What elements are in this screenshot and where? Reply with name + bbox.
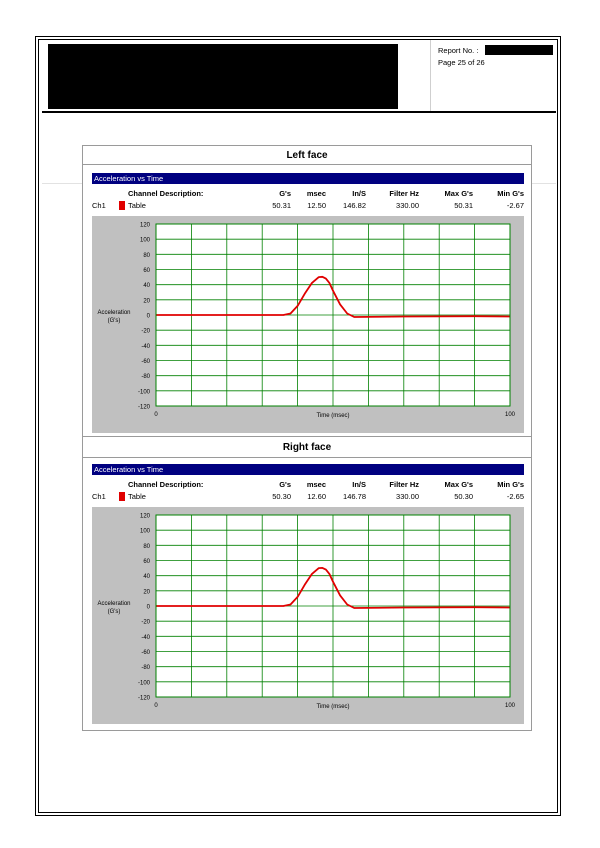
value-gs: 50.31 — [272, 201, 291, 210]
y-tick-label: -120 — [137, 404, 150, 411]
y-tick-label: 80 — [143, 543, 150, 550]
col-msec: msec — [306, 189, 326, 198]
col-max-gs: Max G's — [444, 189, 473, 198]
y-tick-label: -80 — [141, 374, 150, 381]
y-tick-label: 60 — [143, 559, 150, 565]
value-min-gs: -2.67 — [506, 201, 524, 210]
figure-box — [82, 145, 532, 731]
col-ins: In/S — [352, 480, 366, 489]
acceleration-chart-right — [92, 507, 524, 724]
y-tick-label: -80 — [141, 665, 150, 672]
y-tick-label: 120 — [139, 222, 150, 229]
plot-area — [92, 507, 524, 724]
y-tick-label: 40 — [143, 574, 150, 581]
acceleration-chart-left — [92, 216, 524, 433]
x-tick-label: 100 — [504, 412, 516, 418]
x-tick-label: 0 — [154, 412, 158, 418]
y-tick-label: -40 — [141, 634, 150, 641]
plot-area — [92, 216, 524, 433]
y-tick-label: 0 — [146, 604, 150, 611]
panel-separator — [83, 164, 531, 165]
header-divider — [430, 40, 431, 112]
channel-color-swatch — [119, 492, 125, 501]
value-filter-hz: 330.00 — [396, 201, 419, 210]
col-gs: G's — [279, 189, 291, 198]
col-filter-hz: Filter Hz — [389, 189, 419, 198]
y-tick-label: -40 — [141, 343, 150, 350]
value-ins: 146.78 — [343, 492, 366, 501]
col-ins: In/S — [352, 189, 366, 198]
y-tick-label: 20 — [143, 589, 150, 596]
x-tick-label: 100 — [504, 703, 516, 709]
channel-id: Ch1 — [92, 201, 106, 210]
col-min-gs: Min G's — [497, 480, 524, 489]
y-axis-label: Acceleration — [97, 310, 131, 316]
value-filter-hz: 330.00 — [396, 492, 419, 501]
col-channel-description: Channel Description: — [128, 480, 204, 489]
redacted-report-number — [485, 45, 553, 55]
value-max-gs: 50.31 — [454, 201, 473, 210]
y-axis-label-unit: (G's) — [107, 609, 121, 615]
channel-color-swatch — [119, 201, 125, 210]
channel-name: Table — [128, 492, 146, 501]
y-tick-label: 120 — [139, 513, 150, 520]
x-tick-label: 0 — [154, 703, 158, 709]
col-gs: G's — [279, 480, 291, 489]
page-number: Page 25 of 26 — [438, 58, 485, 67]
value-max-gs: 50.30 — [454, 492, 473, 501]
y-tick-label: 40 — [143, 283, 150, 290]
y-tick-label: -100 — [137, 680, 150, 687]
col-msec: msec — [306, 480, 326, 489]
y-axis-label-unit: (G's) — [107, 318, 121, 324]
y-axis-label: Acceleration — [97, 601, 131, 607]
y-tick-label: -60 — [141, 650, 150, 656]
y-tick-label: 100 — [139, 237, 150, 244]
col-channel-description: Channel Description: — [128, 189, 204, 198]
value-msec: 12.60 — [307, 492, 326, 501]
col-min-gs: Min G's — [497, 189, 524, 198]
redacted-header-block — [48, 44, 398, 109]
y-tick-label: 20 — [143, 298, 150, 305]
y-tick-label: 0 — [146, 313, 150, 320]
chart-title-bar: Acceleration vs Time — [92, 173, 524, 184]
report-number-label: Report No. : — [438, 46, 479, 55]
y-tick-label: 80 — [143, 252, 150, 259]
header-rule — [42, 111, 556, 113]
y-tick-label: -100 — [137, 389, 150, 396]
value-min-gs: -2.65 — [506, 492, 524, 501]
col-max-gs: Max G's — [444, 480, 473, 489]
col-filter-hz: Filter Hz — [389, 480, 419, 489]
y-tick-label: 60 — [143, 268, 150, 274]
chart-title-bar: Acceleration vs Time — [92, 464, 524, 475]
x-axis-label: Time (msec) — [316, 704, 350, 710]
y-tick-label: 100 — [139, 528, 150, 535]
y-tick-label: -60 — [141, 359, 150, 365]
value-ins: 146.82 — [343, 201, 366, 210]
y-tick-label: -120 — [137, 695, 150, 702]
value-gs: 50.30 — [272, 492, 291, 501]
y-tick-label: -20 — [141, 328, 150, 335]
x-axis-label: Time (msec) — [316, 413, 350, 419]
y-tick-label: -20 — [141, 619, 150, 626]
value-msec: 12.50 — [307, 201, 326, 210]
panel-title: Right face — [282, 442, 332, 453]
panel-title: Left face — [286, 150, 328, 161]
panel-separator — [83, 436, 531, 437]
panel-separator — [83, 457, 531, 458]
channel-id: Ch1 — [92, 492, 106, 501]
channel-name: Table — [128, 201, 146, 210]
